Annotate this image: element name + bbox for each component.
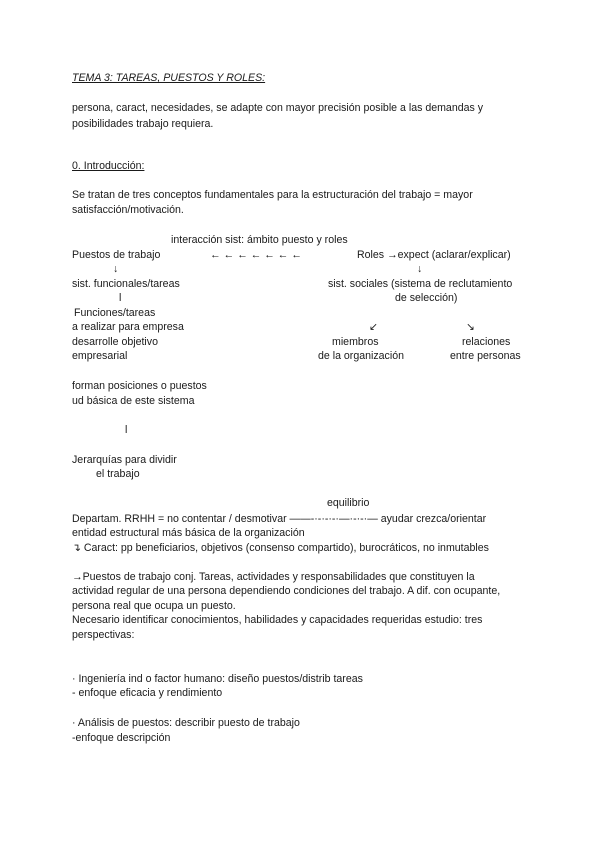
func-line: a realizar para empresa <box>72 321 184 333</box>
page-title: TEMA 3: TAREAS, PUESTOS Y ROLES: <box>72 72 266 84</box>
left-arrows: ← ← ← ← ← ← ← <box>210 249 302 261</box>
diag-arrow-left-icon: ↙ <box>369 321 378 333</box>
puestos-line: perspectivas: <box>72 629 135 641</box>
diagram-sociales-cont: de selección) <box>395 292 458 304</box>
relations-line: relaciones <box>462 336 511 348</box>
puestos-line: actividad regular de una persona dependiendo condiciones del trabajo. A dif. con ocupante, <box>72 585 501 597</box>
perspective-line: -enfoque descripción <box>72 732 171 744</box>
down-arrow-icon: ↓ <box>417 263 423 275</box>
rrhh-line: ↴ Caract: pp beneficiarios, objetivos (consenso compartido), burocráticos, no inmutables <box>72 542 489 554</box>
intro-line: persona, caract, necesidades, se adapte con mayor precisión posible a las demandas y <box>72 102 484 114</box>
diagram-sociales: sist. sociales (sistema de reclutamiento <box>328 278 513 290</box>
func-line: Funciones/tareas <box>74 307 156 319</box>
perspective-line: - enfoque eficacia y rendimiento <box>72 687 223 699</box>
perspective-line: · Ingeniería ind o factor humano: diseño puestos/distrib tareas <box>72 673 363 685</box>
func-line: empresarial <box>72 350 128 362</box>
section-line: Se tratan de tres conceptos fundamentales para la estructuración del trabajo = mayor <box>72 189 473 201</box>
diagram-top-label: interacción sist: ámbito puesto y roles <box>171 234 348 246</box>
diag-arrow-right-icon: ↘ <box>466 321 475 333</box>
forms-line: forman posiciones o puestos <box>72 380 207 392</box>
diagram-roles-head: Roles →expect (aclarar/explicar) <box>357 249 511 261</box>
forms-line: ud básica de este sistema <box>72 395 195 407</box>
diagram-puestos-head: Puestos de trabajo <box>72 249 161 261</box>
section-heading: 0. Introducción: <box>72 160 145 172</box>
members-line: de la organización <box>318 350 404 362</box>
puestos-line: →Puestos de trabajo conj. Tareas, actividades y responsabilidades que constituyen la <box>72 571 475 583</box>
balance-label: equilibrio <box>327 497 370 509</box>
rrhh-line: Departam. RRHH = no contentar / desmotivar ——-·-·-·-·—·-·-·— ayudar crezca/orientar <box>72 513 487 525</box>
diagram-funcionales: sist. funcionales/tareas <box>72 278 180 290</box>
down-arrow-icon: ↓ <box>113 263 119 275</box>
func-line: desarrolle objetivo <box>72 336 158 348</box>
relations-line: entre personas <box>450 350 521 362</box>
puestos-line: Necesario identificar conocimientos, habilidades y capacidades requeridas estudio: tres <box>72 614 483 626</box>
perspective-line: · Análisis de puestos: describir puesto de trabajo <box>72 717 300 729</box>
intro-line: posibilidades trabajo requiera. <box>72 118 214 130</box>
vertical-bar: l <box>125 424 128 436</box>
hier-line: Jerarquías para dividir <box>72 454 177 466</box>
hier-line: el trabajo <box>96 468 140 480</box>
vertical-bar: l <box>119 292 122 304</box>
rrhh-line: entidad estructural más básica de la organización <box>72 527 305 539</box>
puestos-line: persona real que ocupa un puesto. <box>72 600 236 612</box>
section-line: satisfacción/motivación. <box>72 204 184 216</box>
members-line: miembros <box>332 336 379 348</box>
